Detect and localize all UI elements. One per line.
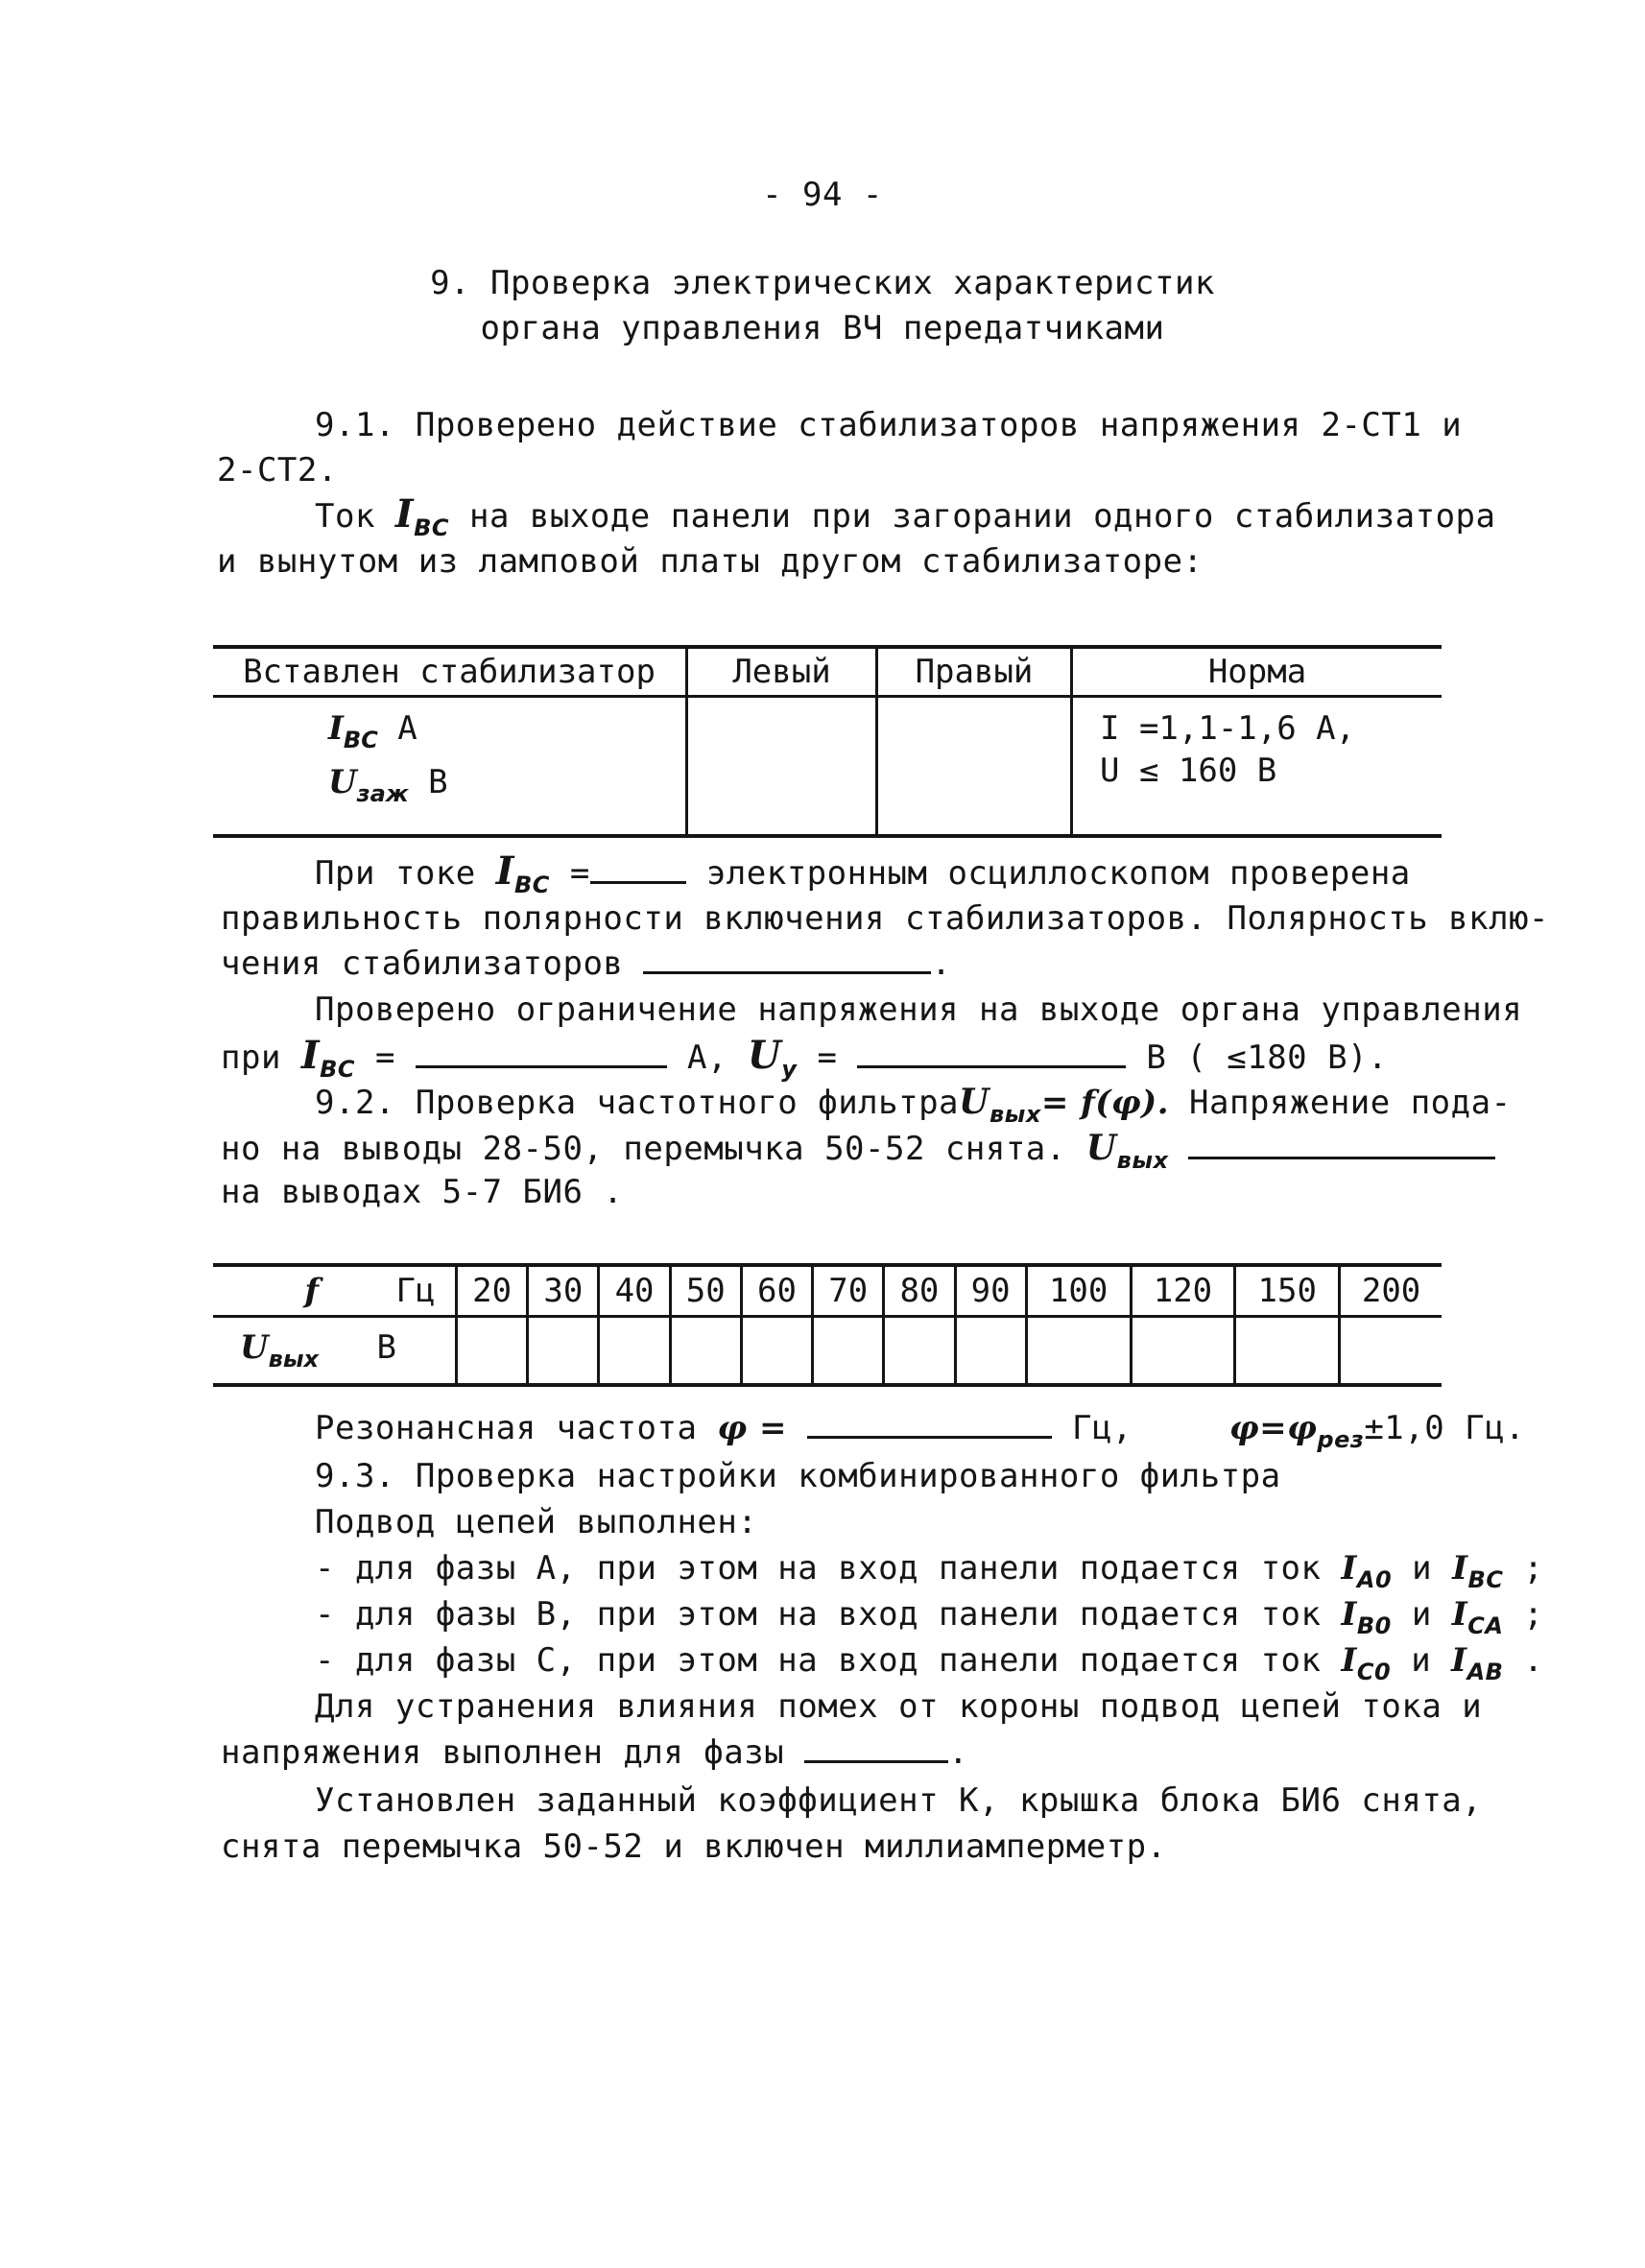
freq-cell-40: 40 [599, 1265, 670, 1317]
output-cell [813, 1317, 884, 1386]
table1-norm-current: I =1,1-1,6 А, [1100, 709, 1356, 748]
p93-item-c: - для фазы С, при этом на вход панели подается ток $I_{С0}$ и $I_{АВ}$ . [315, 1641, 1544, 1685]
page-number: - 94 - [762, 176, 883, 214]
table1-row-labels [213, 697, 687, 837]
output-cell [1131, 1317, 1235, 1386]
table1-label-voltage: $U_{заж}$ В [328, 763, 448, 807]
frequency-table [213, 1263, 1442, 1387]
freq-cell-20: 20 [457, 1265, 528, 1317]
final-line2: снята перемычка 50-52 и включен миллиамперметр. [221, 1827, 1167, 1866]
table1-header-right: Правый [877, 647, 1072, 697]
freq-cell-70: 70 [813, 1265, 884, 1317]
table2-freq-label: f Гц [213, 1265, 457, 1317]
final-line1: Установлен заданный коэффициент К, крышка блока БИ6 снята, [315, 1781, 1483, 1820]
freq-cell-120: 120 [1131, 1265, 1235, 1317]
p91-line3: Ток $I_{ВС}$ на выходе панели при загорании одного стабилизатора [315, 491, 1496, 541]
table1-label-current: $I_{ВС}$ А [328, 709, 417, 753]
freq-cell-60: 60 [741, 1265, 812, 1317]
p92-line3: на выводах 5-7 БИ6 . [221, 1173, 624, 1211]
output-cell [955, 1317, 1026, 1386]
p92-line1: 9.2. Проверка частотного фильтраU$_{вых}$= f(φ). Напряжение пода- [315, 1082, 1512, 1128]
output-cell [670, 1317, 741, 1386]
p92-line2: но на выводы 28-50, перемычка 50-52 снята. $U_{вых}$ [221, 1129, 1495, 1180]
freq-cell-50: 50 [670, 1265, 741, 1317]
output-cell [1235, 1317, 1340, 1386]
output-cell [528, 1317, 599, 1386]
p91-line1: 9.1. Проверено действие стабилизаторов напряжения 2-СТ1 и [315, 406, 1463, 444]
freq-cell-30: 30 [528, 1265, 599, 1317]
limit-line2: при $I_{ВС} = А$, $U_у = В$ ( ≤180 В). [221, 1033, 1389, 1083]
output-cell [884, 1317, 955, 1386]
current-line2: правильность полярности включения стабилизаторов. Полярность вклю- [221, 899, 1550, 938]
output-cell [457, 1317, 528, 1386]
freq-cell-150: 150 [1235, 1265, 1340, 1317]
resonance-line: Резонансная частота φ = Гц, $\varphi=\varphi_{рез}\pm 1,0$ Гц. [315, 1409, 1526, 1453]
current-line3: чения стабилизаторов . [221, 944, 952, 983]
p93-intro: Подвод цепей выполнен: [315, 1503, 758, 1541]
freq-cell-100: 100 [1026, 1265, 1131, 1317]
freq-cell-80: 80 [884, 1265, 955, 1317]
freq-cell-200: 200 [1340, 1265, 1442, 1317]
table1-header-norm: Норма [1072, 647, 1442, 697]
table1-cell-left [687, 697, 877, 837]
table1-header-inserted: Вставлен стабилизатор [213, 647, 687, 697]
p93-title: 9.3. Проверка настройки комбинированного фильтра [315, 1457, 1281, 1495]
section-heading-line2: органа управления ВЧ передатчиками [480, 309, 1165, 347]
p93-item-a: - для фазы А, при этом на вход панели подается ток $I_{А0}$ и $I_{ВС}$ ; [315, 1549, 1544, 1593]
output-cell [741, 1317, 812, 1386]
output-cell [1340, 1317, 1442, 1386]
limit-line1: Проверено ограничение напряжения на выходе органа управления [315, 991, 1523, 1029]
p93-item-b: - для фазы В, при этом на вход панели подается ток $I_{В0}$ и $I_{СА}$ ; [315, 1595, 1544, 1639]
table1-cell-norm [1072, 697, 1442, 837]
p91-line2: 2-СТ2. [217, 451, 338, 489]
table2-output-label: $U_{вых}$ В [239, 1328, 396, 1373]
table1-cell-right [877, 697, 1072, 837]
p91-line4: и вынутом из ламповой платы другом стабилизаторе: [217, 542, 1204, 581]
output-cell [1026, 1317, 1131, 1386]
current-line1: При токе $I_{ВС}$ = электронным осциллоскопом проверена [315, 848, 1411, 898]
table1-header-left: Левый [687, 647, 877, 697]
section-heading-line1: 9. Проверка электрических характеристик [430, 264, 1215, 302]
table1-norm-voltage: U ≤ 160 В [1100, 752, 1277, 790]
stabilizer-table [213, 645, 1442, 838]
output-cell [599, 1317, 670, 1386]
freq-cell-90: 90 [955, 1265, 1026, 1317]
corona-line1: Для устранения влияния помех от короны подвод цепей тока и [315, 1687, 1483, 1726]
corona-line2: напряжения выполнен для фазы . [221, 1733, 969, 1772]
